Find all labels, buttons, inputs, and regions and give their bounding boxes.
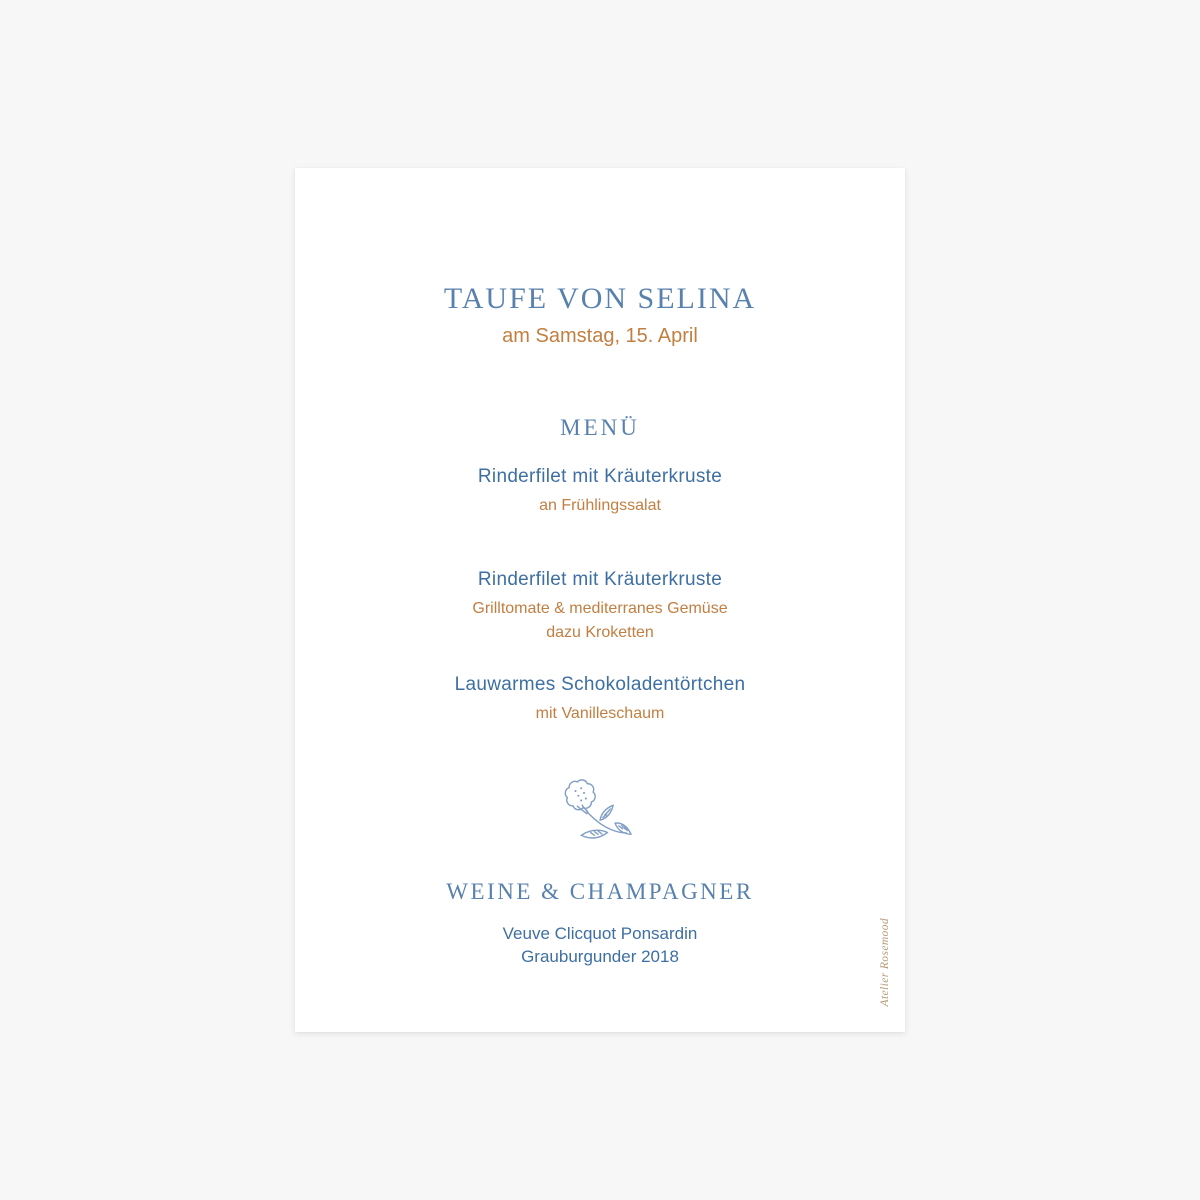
printer-credit: Atelier Rosemood	[879, 917, 891, 1006]
course-details	[295, 494, 905, 518]
wine-item: Veuve Clicquot Ponsardin	[502, 924, 698, 943]
menu-section-heading: MENÜ	[560, 415, 640, 440]
course-details	[295, 702, 905, 726]
course-name: Lauwarmes Schokoladentörtchen	[454, 674, 746, 695]
course-detail-line: mit Vanilleschaum	[535, 705, 665, 722]
menu-course	[295, 467, 905, 518]
course-detail-line: dazu Kroketten	[546, 624, 654, 641]
course-detail-line: an Frühlingssalat	[539, 497, 661, 514]
course-name: Rinderfilet mit Kräuterkruste	[477, 466, 723, 487]
course-name: Rinderfilet mit Kräuterkruste	[477, 569, 723, 590]
wine-list	[295, 922, 905, 968]
flower-sprig-icon	[295, 776, 905, 840]
menu-course	[295, 675, 905, 726]
menu-card	[295, 168, 905, 1032]
wine-section-heading: WEINE & CHAMPAGNER	[446, 879, 754, 904]
card-subtitle-date: am Samstag, 15. April	[502, 325, 698, 347]
course-details	[295, 597, 905, 645]
wine-item: Grauburgunder 2018	[521, 947, 679, 966]
card-title: TAUFE VON SELINA	[443, 282, 757, 315]
menu-course	[295, 570, 905, 645]
course-detail-line: Grilltomate & mediterranes Gemüse	[472, 600, 728, 617]
